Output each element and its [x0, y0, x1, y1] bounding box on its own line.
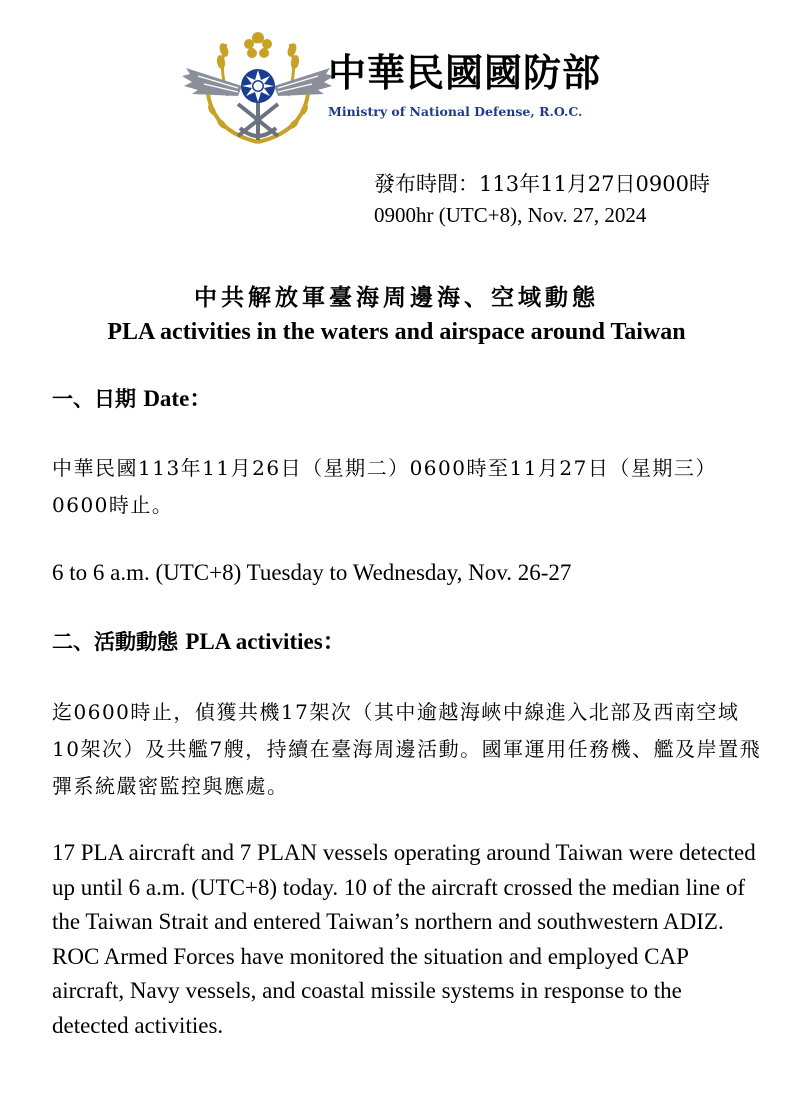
section-heading-date-en: Date：	[143, 386, 213, 411]
date-paragraph-zh: 中華民國113年11月26日（星期二）0600時至11月27日（星期三）0600時止。	[52, 456, 717, 517]
org-name-en: Ministry of National Defense, R.O.C.	[328, 104, 583, 119]
section-heading-date-zh: 一、日期	[52, 386, 136, 411]
org-name-zh: 中華民國國防部	[328, 51, 602, 95]
title-zh: 中共解放軍臺海周邊海、空域動態	[194, 284, 599, 311]
section-heading-activities-en: PLA activities：	[185, 629, 346, 654]
date-paragraph-en: 6 to 6 a.m. (UTC+8) Tuesday to Wednesday, Nov. 26-27	[52, 560, 572, 585]
title-en: PLA activities in the waters and airspace around Taiwan	[107, 319, 686, 345]
emblem-icon	[178, 24, 338, 152]
activities-paragraph-zh: 迄0600時止，偵獲共機17架次（其中逾越海峽中線進入北部及西南空域10架次）及共艦7艘，持續在臺海周邊活動。國軍運用任務機、艦及岸置飛彈系統嚴密監控與應處。	[52, 700, 762, 798]
section-heading-date	[52, 384, 212, 414]
release-time-en: 0900hr (UTC+8), Nov. 27, 2024	[374, 203, 647, 227]
section-heading-activities-zh: 二、活動動態	[52, 629, 178, 654]
release-time-zh: 發布時間：113年11月27日0900時	[374, 172, 710, 196]
activities-paragraph-en: 17 PLA aircraft and 7 PLAN vessels operating around Taiwan were detected up until 6 a.m. (UTC+8) today. 10 of the aircraft crossed the median line of the Taiwan Strait and entered Taiwan’s northern and southwestern ADIZ. ROC Armed Forces have monitored the situation and employed CAP aircraft, Navy vessels, and coastal missile systems in response to the detected activities.	[52, 840, 756, 1038]
section-heading-activities	[52, 627, 346, 657]
mnd-emblem-logo	[178, 24, 338, 152]
